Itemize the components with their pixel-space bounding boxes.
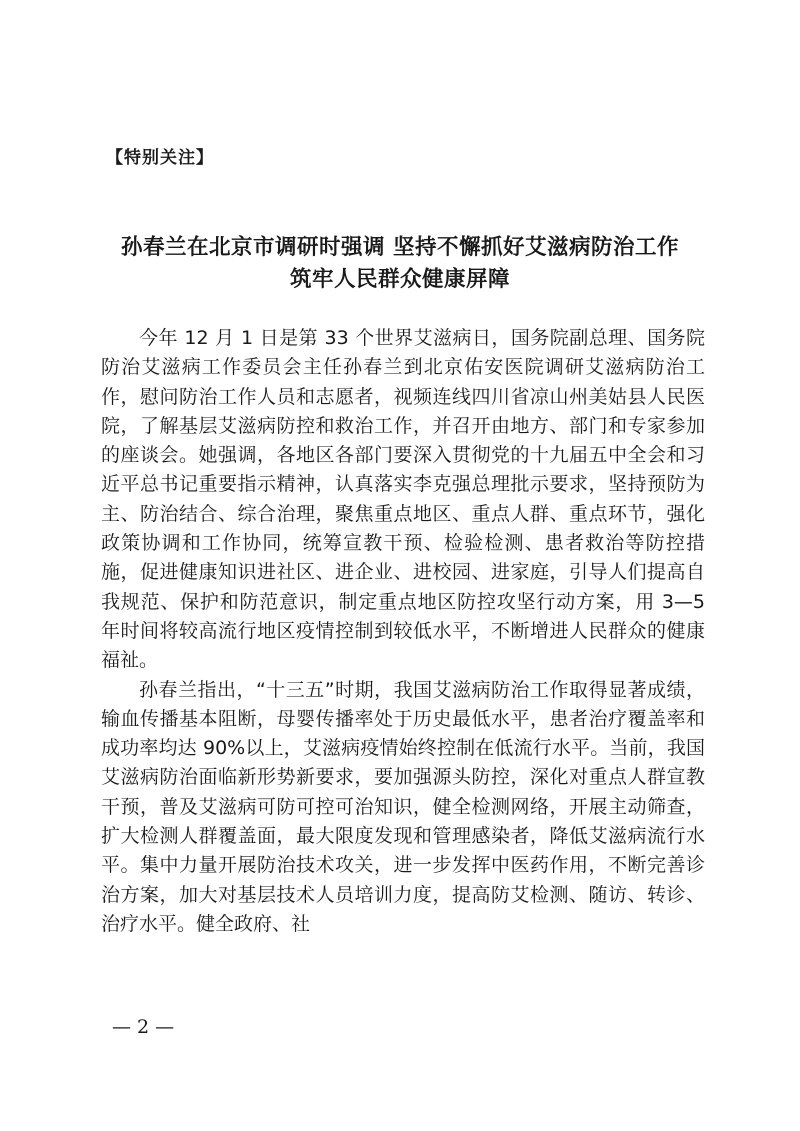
article-title-line-1: 孙春兰在北京市调研时强调 坚持不懈抓好艾滋病防治工作 bbox=[121, 235, 679, 260]
body-paragraph-2: 孙春兰指出，“十三五”时期，我国艾滋病防治工作取得显著成绩，输血传播基本阻断，母婴传播率处于历史最低水平，患者治疗覆盖率和成功率均达 90%以上，艾滋病疫情始终控制在低流行水平。当前，我国艾滋病防治面临新形势新要求，要加强源头防控，深化对重点人群宣教干预，普及艾滋病可防可控可治知识，健全检测网络，开展主动筛查，扩大检测人群覆盖面，最大限度发现和管理感染者，降低艾滋病流行水平。集中力量开展防治技术攻关，进一步发挥中医药作用，不断完善诊治方案，加大对基层技术人员培训力度，提高防艾检测、随访、转诊、治疗水平。健全政府、社 bbox=[101, 678, 705, 935]
body-paragraph-1: 今年 12 月 1 日是第 33 个世界艾滋病日，国务院副总理、国务院防治艾滋病工作委员会主任孙春兰到北京佑安医院调研艾滋病防治工作，慰问防治工作人员和志愿者，视频连线四川省凉山州美姑县人民医院，了解基层艾滋病防控和救治工作，并召开由地方、部门和专家参加的座谈会。她强调，各地区各部门要深入贯彻党的十九届五中全会和习近平总书记重要指示精神，认真落实李克强总理批示要求，坚持预防为主、防治结合、综合治理，聚焦重点地区、重点人群、重点环节，强化政策协调和工作协同，统筹宣教干预、检验检测、患者救治等防控措施，促进健康知识进社区、进企业、进校园、进家庭，引导人们提高自我规范、保护和防范意识，制定重点地区防控攻坚行动方案，用 3—5 年时间将较高流行地区疫情控制到较低水平，不断增进人民群众的健康福祉。 bbox=[101, 327, 705, 672]
article-title-line-2: 筑牢人民群众健康屏障 bbox=[289, 267, 510, 292]
section-tag: 【特别关注】 bbox=[106, 148, 214, 168]
article-body bbox=[101, 324, 705, 939]
page-number: — 2 — bbox=[112, 1016, 175, 1038]
